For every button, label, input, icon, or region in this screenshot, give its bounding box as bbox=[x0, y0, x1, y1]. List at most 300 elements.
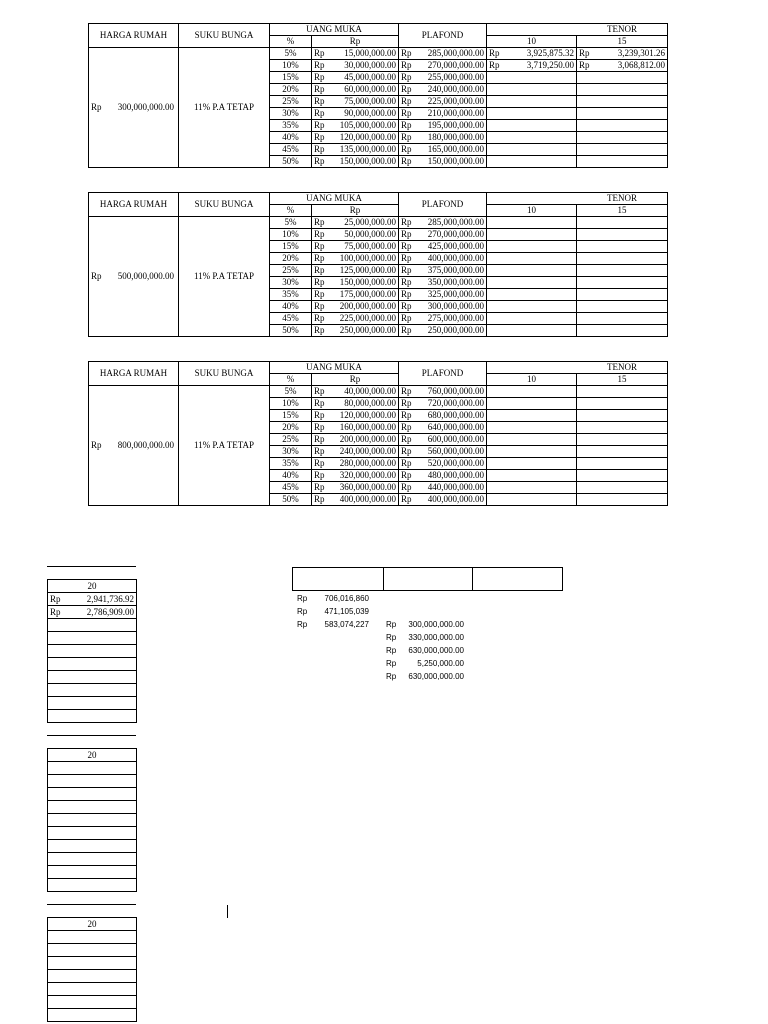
harga-value: 500,000,000.00 bbox=[117, 271, 174, 281]
calc-value[interactable]: 630,000,000.00 bbox=[408, 646, 464, 655]
tenor-20-cell[interactable] bbox=[48, 632, 137, 645]
tenor-10-cell[interactable] bbox=[487, 72, 577, 84]
tenor-20-cell[interactable] bbox=[48, 970, 137, 983]
plafond-cell[interactable] bbox=[399, 289, 487, 301]
dp-pct-cell[interactable]: 50% bbox=[270, 325, 312, 337]
rp-label: Rp bbox=[401, 217, 412, 227]
tenor-10-cell[interactable] bbox=[487, 325, 577, 337]
plafond-cell[interactable] bbox=[399, 482, 487, 494]
rp-label: Rp bbox=[314, 289, 325, 299]
tenor-20-cell[interactable] bbox=[48, 879, 137, 892]
tenor-20-cell[interactable] bbox=[48, 853, 137, 866]
empty-box[interactable] bbox=[384, 568, 473, 591]
harga-cell[interactable] bbox=[89, 48, 179, 168]
tenor-20-cell[interactable] bbox=[48, 788, 137, 801]
dp-pct-cell[interactable]: 15% bbox=[270, 410, 312, 422]
tenor-20-cell[interactable] bbox=[48, 645, 137, 658]
header-suku-bunga: SUKU BUNGA bbox=[179, 193, 270, 217]
dp-pct-cell[interactable]: 35% bbox=[270, 120, 312, 132]
plafond-amount: 270,000,000.00 bbox=[427, 60, 484, 70]
tenor-20-cell[interactable] bbox=[48, 1009, 137, 1022]
plafond-amount: 255,000,000.00 bbox=[427, 72, 484, 82]
rp-label: Rp bbox=[401, 470, 412, 480]
dp-amount: 40,000,000.00 bbox=[344, 386, 396, 396]
table-row bbox=[48, 983, 137, 996]
rp-label: Rp bbox=[50, 593, 61, 604]
dp-amount-cell[interactable] bbox=[312, 398, 399, 410]
plafond-amount: 250,000,000.00 bbox=[427, 325, 484, 335]
suku-bunga-cell[interactable]: 11% P.A TETAP bbox=[179, 48, 270, 168]
tenor-20-cell[interactable] bbox=[48, 671, 137, 684]
calc-value[interactable]: 471,105,039 bbox=[324, 607, 369, 616]
header-tenor-20: 20 bbox=[48, 580, 137, 593]
dp-amount-cell[interactable] bbox=[312, 60, 399, 72]
tenor-10-cell[interactable] bbox=[487, 132, 577, 144]
tenor-15-cell[interactable] bbox=[577, 96, 668, 108]
rp-label: Rp bbox=[401, 48, 412, 58]
table-row bbox=[48, 710, 137, 723]
plafond-amount: 165,000,000.00 bbox=[427, 144, 484, 154]
rp-label: Rp bbox=[314, 253, 325, 263]
tenor-15-cell[interactable] bbox=[577, 494, 668, 506]
dp-pct-cell[interactable]: 40% bbox=[270, 301, 312, 313]
plafond-cell[interactable] bbox=[399, 458, 487, 470]
dp-amount: 280,000,000.00 bbox=[339, 458, 396, 468]
dp-amount: 150,000,000.00 bbox=[339, 156, 396, 166]
rp-label: Rp bbox=[386, 620, 397, 629]
table-row bbox=[89, 48, 668, 60]
plafond-amount: 150,000,000.00 bbox=[427, 156, 484, 166]
tenor-10-cell[interactable] bbox=[487, 60, 577, 72]
dp-pct-cell[interactable]: 25% bbox=[270, 434, 312, 446]
plafond-cell[interactable] bbox=[399, 48, 487, 60]
tenor-10-cell[interactable] bbox=[487, 277, 577, 289]
tenor-15-cell[interactable] bbox=[577, 398, 668, 410]
harga-cell[interactable] bbox=[89, 386, 179, 506]
tenor-15-cell[interactable] bbox=[577, 217, 668, 229]
dp-pct-cell[interactable]: 5% bbox=[270, 386, 312, 398]
plafond-cell[interactable] bbox=[399, 446, 487, 458]
header-suku-bunga: SUKU BUNGA bbox=[179, 24, 270, 48]
plafond-cell[interactable] bbox=[399, 84, 487, 96]
tenor-15-cell[interactable] bbox=[577, 434, 668, 446]
tenor-15-cell[interactable] bbox=[577, 48, 668, 60]
suku-bunga-cell[interactable]: 11% P.A TETAP bbox=[179, 386, 270, 506]
rp-label: Rp bbox=[314, 434, 325, 444]
rp-label: Rp bbox=[314, 301, 325, 311]
plafond-cell[interactable] bbox=[399, 144, 487, 156]
rp-label: Rp bbox=[314, 120, 325, 130]
dp-pct-cell[interactable]: 25% bbox=[270, 265, 312, 277]
rp-label: Rp bbox=[401, 398, 412, 408]
dp-amount-cell[interactable] bbox=[312, 458, 399, 470]
tenor-15-cell[interactable] bbox=[577, 253, 668, 265]
dp-pct-cell[interactable]: 40% bbox=[270, 470, 312, 482]
dp-amount-cell[interactable] bbox=[312, 265, 399, 277]
dp-amount-cell[interactable] bbox=[312, 72, 399, 84]
plafond-cell[interactable] bbox=[399, 108, 487, 120]
calc-row bbox=[297, 605, 369, 618]
tenor-10-cell[interactable] bbox=[487, 108, 577, 120]
tenor-10-cell[interactable] bbox=[487, 301, 577, 313]
tenor-15-cell[interactable] bbox=[577, 72, 668, 84]
tenor-10-cell[interactable] bbox=[487, 96, 577, 108]
plafond-amount: 300,000,000.00 bbox=[427, 301, 484, 311]
header-harga-rumah: HARGA RUMAH bbox=[89, 193, 179, 217]
calc-row bbox=[297, 592, 369, 605]
rp-label: Rp bbox=[386, 659, 397, 668]
plafond-cell[interactable] bbox=[399, 253, 487, 265]
tenor-20-cell[interactable] bbox=[48, 710, 137, 723]
header-plafond: PLAFOND bbox=[399, 193, 487, 217]
tenor-15-value: 3,068,812.00 bbox=[617, 60, 665, 70]
tenor-15-cell[interactable] bbox=[577, 289, 668, 301]
tenor-15-cell[interactable] bbox=[577, 422, 668, 434]
dp-pct-cell[interactable]: 5% bbox=[270, 48, 312, 60]
plafond-cell[interactable] bbox=[399, 470, 487, 482]
calc-row bbox=[386, 670, 464, 683]
tenor-20-cell[interactable] bbox=[48, 814, 137, 827]
rp-label: Rp bbox=[314, 241, 325, 251]
dp-pct-cell[interactable]: 50% bbox=[270, 156, 312, 168]
plafond-cell[interactable] bbox=[399, 277, 487, 289]
tenor-10-cell[interactable] bbox=[487, 84, 577, 96]
dp-amount-cell[interactable] bbox=[312, 120, 399, 132]
dp-amount-cell[interactable] bbox=[312, 217, 399, 229]
plafond-amount: 285,000,000.00 bbox=[427, 217, 484, 227]
rp-label: Rp bbox=[314, 410, 325, 420]
dp-amount-cell[interactable] bbox=[312, 422, 399, 434]
header-plafond: PLAFOND bbox=[399, 24, 487, 48]
tenor-15-cell[interactable] bbox=[577, 470, 668, 482]
tenor-15-cell[interactable] bbox=[577, 458, 668, 470]
dp-amount-cell[interactable] bbox=[312, 241, 399, 253]
tenor-15-cell[interactable] bbox=[577, 386, 668, 398]
tenor-20-cell[interactable] bbox=[48, 801, 137, 814]
tenor-15-cell[interactable] bbox=[577, 84, 668, 96]
rp-label: Rp bbox=[401, 229, 412, 239]
dp-amount-cell[interactable] bbox=[312, 108, 399, 120]
tenor-20-cell[interactable] bbox=[48, 866, 137, 879]
dp-pct-cell[interactable]: 35% bbox=[270, 458, 312, 470]
empty-box[interactable] bbox=[473, 568, 563, 591]
tenor-20-cell[interactable] bbox=[48, 684, 137, 697]
table-row bbox=[48, 801, 137, 814]
dp-pct-cell[interactable]: 45% bbox=[270, 482, 312, 494]
tenor-20-cell[interactable] bbox=[48, 658, 137, 671]
tenor-10-cell[interactable] bbox=[487, 120, 577, 132]
plafond-cell[interactable] bbox=[399, 422, 487, 434]
tenor-20-cell[interactable] bbox=[48, 619, 137, 632]
dp-pct-cell[interactable]: 40% bbox=[270, 132, 312, 144]
dp-pct-cell[interactable]: 10% bbox=[270, 398, 312, 410]
plafond-cell[interactable] bbox=[399, 60, 487, 72]
plafond-cell[interactable] bbox=[399, 410, 487, 422]
tenor-10-cell[interactable] bbox=[487, 156, 577, 168]
tenor-15-cell[interactable] bbox=[577, 132, 668, 144]
tenor-10-cell[interactable] bbox=[487, 144, 577, 156]
dp-amount-cell[interactable] bbox=[312, 289, 399, 301]
dp-pct-cell[interactable]: 30% bbox=[270, 108, 312, 120]
dp-pct-cell[interactable]: 20% bbox=[270, 84, 312, 96]
rp-label: Rp bbox=[401, 386, 412, 396]
rp-label: Rp bbox=[91, 102, 102, 112]
plafond-amount: 375,000,000.00 bbox=[427, 265, 484, 275]
plafond-cell[interactable] bbox=[399, 229, 487, 241]
plafond-cell[interactable] bbox=[399, 156, 487, 168]
dp-amount-cell[interactable] bbox=[312, 386, 399, 398]
dp-amount: 120,000,000.00 bbox=[339, 132, 396, 142]
plafond-cell[interactable] bbox=[399, 313, 487, 325]
tenor-10-cell[interactable] bbox=[487, 470, 577, 482]
dp-amount-cell[interactable] bbox=[312, 229, 399, 241]
tenor-10-cell[interactable] bbox=[487, 217, 577, 229]
dp-pct-cell[interactable]: 10% bbox=[270, 60, 312, 72]
rp-label: Rp bbox=[401, 434, 412, 444]
rp-label: Rp bbox=[401, 301, 412, 311]
rp-label: Rp bbox=[314, 229, 325, 239]
rp-label: Rp bbox=[386, 633, 397, 642]
calc-value[interactable]: 300,000,000.00 bbox=[408, 620, 464, 629]
tenor-15-cell[interactable] bbox=[577, 60, 668, 72]
tenor-20-cell[interactable] bbox=[48, 606, 137, 619]
tenor-10-cell[interactable] bbox=[487, 446, 577, 458]
tenor-10-cell[interactable] bbox=[487, 229, 577, 241]
dp-amount: 80,000,000.00 bbox=[344, 398, 396, 408]
dp-pct-cell[interactable]: 45% bbox=[270, 144, 312, 156]
tenor-10-cell[interactable] bbox=[487, 386, 577, 398]
tenor-20-cell[interactable] bbox=[48, 944, 137, 957]
tenor-20-cell[interactable] bbox=[48, 840, 137, 853]
plafond-cell[interactable] bbox=[399, 241, 487, 253]
header-tenor: TENOR bbox=[487, 362, 668, 374]
mortgage-table bbox=[88, 192, 668, 337]
tenor-10-cell[interactable] bbox=[487, 289, 577, 301]
calc-value[interactable]: 330,000,000.00 bbox=[408, 633, 464, 642]
tenor-10-cell[interactable] bbox=[487, 48, 577, 60]
rp-label: Rp bbox=[401, 446, 412, 456]
dp-amount-cell[interactable] bbox=[312, 132, 399, 144]
dp-amount-cell[interactable] bbox=[312, 494, 399, 506]
tenor-15-cell[interactable] bbox=[577, 241, 668, 253]
dp-amount-cell[interactable] bbox=[312, 144, 399, 156]
rp-label: Rp bbox=[401, 96, 412, 106]
calc-row bbox=[386, 657, 464, 670]
dp-amount-cell[interactable] bbox=[312, 301, 399, 313]
header-tenor-10: 10 bbox=[487, 36, 577, 48]
plafond-amount: 180,000,000.00 bbox=[427, 132, 484, 142]
dp-amount-cell[interactable] bbox=[312, 410, 399, 422]
tenor-10-cell[interactable] bbox=[487, 410, 577, 422]
dp-pct-cell[interactable]: 45% bbox=[270, 313, 312, 325]
dp-amount-cell[interactable] bbox=[312, 84, 399, 96]
dp-pct-cell[interactable]: 25% bbox=[270, 96, 312, 108]
suku-bunga-cell[interactable]: 11% P.A TETAP bbox=[179, 217, 270, 337]
dp-amount-cell[interactable] bbox=[312, 325, 399, 337]
header-tenor-20: 20 bbox=[48, 749, 137, 762]
dp-amount: 75,000,000.00 bbox=[344, 241, 396, 251]
harga-value: 800,000,000.00 bbox=[117, 440, 174, 450]
dp-pct-cell[interactable]: 5% bbox=[270, 217, 312, 229]
table-row bbox=[48, 632, 137, 645]
rp-label: Rp bbox=[401, 325, 412, 335]
table-row bbox=[48, 827, 137, 840]
table-row bbox=[48, 658, 137, 671]
plafond-amount: 285,000,000.00 bbox=[427, 48, 484, 58]
calc-left-column bbox=[297, 592, 369, 631]
plafond-cell[interactable] bbox=[399, 120, 487, 132]
header-pct: % bbox=[270, 36, 312, 48]
calc-value[interactable]: 630,000,000.00 bbox=[408, 672, 464, 681]
tenor-10-value: 3,925,875.32 bbox=[526, 48, 574, 58]
plafond-cell[interactable] bbox=[399, 96, 487, 108]
plafond-amount: 400,000,000.00 bbox=[427, 494, 484, 504]
plafond-cell[interactable] bbox=[399, 301, 487, 313]
dp-amount-cell[interactable] bbox=[312, 470, 399, 482]
tenor-10-cell[interactable] bbox=[487, 482, 577, 494]
plafond-amount: 425,000,000.00 bbox=[427, 241, 484, 251]
dp-amount: 160,000,000.00 bbox=[339, 422, 396, 432]
tenor-20-cell[interactable] bbox=[48, 957, 137, 970]
tenor-15-cell[interactable] bbox=[577, 482, 668, 494]
tenor-15-cell[interactable] bbox=[577, 120, 668, 132]
dp-amount: 225,000,000.00 bbox=[339, 313, 396, 323]
tenor-20-cell[interactable] bbox=[48, 775, 137, 788]
tenor-15-cell[interactable] bbox=[577, 156, 668, 168]
calc-right-column bbox=[386, 618, 464, 683]
tenor-20-cell[interactable] bbox=[48, 697, 137, 710]
tenor-10-cell[interactable] bbox=[487, 398, 577, 410]
rp-label: Rp bbox=[401, 458, 412, 468]
plafond-cell[interactable] bbox=[399, 325, 487, 337]
dp-amount-cell[interactable] bbox=[312, 446, 399, 458]
rp-label: Rp bbox=[314, 96, 325, 106]
tenor-15-cell[interactable] bbox=[577, 410, 668, 422]
tenor-15-cell[interactable] bbox=[577, 313, 668, 325]
plafond-amount: 720,000,000.00 bbox=[427, 398, 484, 408]
tenor-15-cell[interactable] bbox=[577, 265, 668, 277]
tenor-20-cell[interactable] bbox=[48, 762, 137, 775]
tenor-10-cell[interactable] bbox=[487, 265, 577, 277]
rp-label: Rp bbox=[401, 410, 412, 420]
dp-pct-cell[interactable]: 20% bbox=[270, 422, 312, 434]
mortgage-table bbox=[88, 361, 668, 506]
tenor-10-cell[interactable] bbox=[487, 422, 577, 434]
dp-pct-cell[interactable]: 30% bbox=[270, 277, 312, 289]
tenor-15-cell[interactable] bbox=[577, 229, 668, 241]
plafond-cell[interactable] bbox=[399, 494, 487, 506]
dp-amount-cell[interactable] bbox=[312, 96, 399, 108]
tenor-15-cell[interactable] bbox=[577, 446, 668, 458]
plafond-amount: 680,000,000.00 bbox=[427, 410, 484, 420]
calc-value[interactable]: 583,074,227 bbox=[324, 620, 369, 629]
plafond-cell[interactable] bbox=[399, 398, 487, 410]
table-row bbox=[48, 931, 137, 944]
tenor-10-cell[interactable] bbox=[487, 458, 577, 470]
tenor-15-cell[interactable] bbox=[577, 277, 668, 289]
rp-label: Rp bbox=[401, 120, 412, 130]
dp-pct-cell[interactable]: 50% bbox=[270, 494, 312, 506]
dp-amount-cell[interactable] bbox=[312, 434, 399, 446]
dp-pct-cell[interactable]: 30% bbox=[270, 446, 312, 458]
header-tenor-15: 15 bbox=[577, 205, 668, 217]
tenor-15-cell[interactable] bbox=[577, 108, 668, 120]
tenor-10-cell[interactable] bbox=[487, 434, 577, 446]
plafond-amount: 195,000,000.00 bbox=[427, 120, 484, 130]
plafond-cell[interactable] bbox=[399, 265, 487, 277]
tenor-10-cell[interactable] bbox=[487, 253, 577, 265]
tenor-15-cell[interactable] bbox=[577, 301, 668, 313]
plafond-cell[interactable] bbox=[399, 434, 487, 446]
tenor-15-cell[interactable] bbox=[577, 144, 668, 156]
table-row bbox=[48, 775, 137, 788]
plafond-cell[interactable] bbox=[399, 72, 487, 84]
dp-pct-cell[interactable]: 15% bbox=[270, 241, 312, 253]
dp-pct-cell[interactable]: 20% bbox=[270, 253, 312, 265]
tenor-10-cell[interactable] bbox=[487, 241, 577, 253]
dp-amount-cell[interactable] bbox=[312, 48, 399, 60]
header-uang-muka: UANG MUKA bbox=[270, 24, 399, 36]
dp-amount-cell[interactable] bbox=[312, 253, 399, 265]
table-row bbox=[48, 970, 137, 983]
dp-amount: 100,000,000.00 bbox=[339, 253, 396, 263]
plafond-amount: 520,000,000.00 bbox=[427, 458, 484, 468]
calc-value[interactable]: 706,016,860 bbox=[324, 594, 369, 603]
dp-amount: 150,000,000.00 bbox=[339, 277, 396, 287]
tenor-20-cell[interactable] bbox=[48, 593, 137, 606]
mortgage-table bbox=[88, 23, 668, 168]
header-rp: Rp bbox=[312, 205, 399, 217]
dp-pct-cell[interactable]: 10% bbox=[270, 229, 312, 241]
dp-amount-cell[interactable] bbox=[312, 313, 399, 325]
rp-label: Rp bbox=[401, 265, 412, 275]
dp-amount-cell[interactable] bbox=[312, 482, 399, 494]
rp-label: Rp bbox=[401, 144, 412, 154]
tenor-20-cell[interactable] bbox=[48, 996, 137, 1009]
tenor-10-cell[interactable] bbox=[487, 494, 577, 506]
calc-value[interactable]: 5,250,000.00 bbox=[417, 659, 464, 668]
rp-label: Rp bbox=[314, 470, 325, 480]
rp-label: Rp bbox=[297, 594, 308, 603]
plafond-cell[interactable] bbox=[399, 217, 487, 229]
rp-label: Rp bbox=[314, 482, 325, 492]
tenor-20-value: 2,786,909.00 bbox=[86, 606, 134, 617]
dp-amount: 15,000,000.00 bbox=[344, 48, 396, 58]
table-row bbox=[48, 853, 137, 866]
header-tenor-20: 20 bbox=[48, 918, 137, 931]
dp-pct-cell[interactable]: 35% bbox=[270, 289, 312, 301]
tenor-20-cell[interactable] bbox=[48, 931, 137, 944]
header-tenor-15: 15 bbox=[577, 374, 668, 386]
empty-box[interactable] bbox=[293, 568, 384, 591]
rp-label: Rp bbox=[401, 253, 412, 263]
rp-label: Rp bbox=[314, 72, 325, 82]
header-suku-bunga: SUKU BUNGA bbox=[179, 362, 270, 386]
tenor-20-cell[interactable] bbox=[48, 983, 137, 996]
tenor-20-cell[interactable] bbox=[48, 827, 137, 840]
dp-amount-cell[interactable] bbox=[312, 156, 399, 168]
dp-amount: 125,000,000.00 bbox=[339, 265, 396, 275]
dp-pct-cell[interactable]: 15% bbox=[270, 72, 312, 84]
rp-label: Rp bbox=[297, 607, 308, 616]
tenor-10-cell[interactable] bbox=[487, 313, 577, 325]
plafond-cell[interactable] bbox=[399, 132, 487, 144]
harga-cell[interactable] bbox=[89, 217, 179, 337]
plafond-cell[interactable] bbox=[399, 386, 487, 398]
dp-amount-cell[interactable] bbox=[312, 277, 399, 289]
tenor-15-cell[interactable] bbox=[577, 325, 668, 337]
dp-amount: 75,000,000.00 bbox=[344, 96, 396, 106]
